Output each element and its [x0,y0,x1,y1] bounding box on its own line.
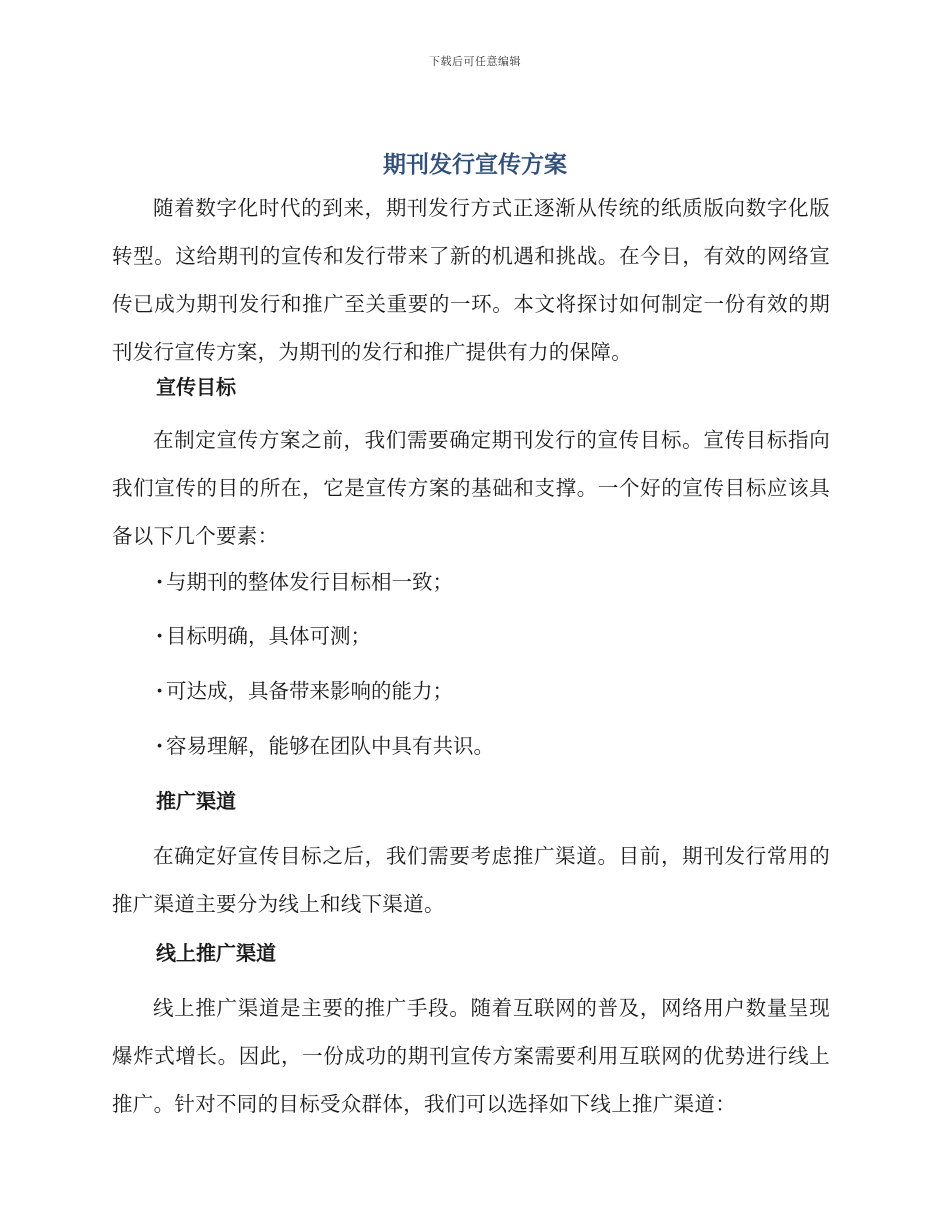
bullet-text: 目标明确，具体可测； [166,624,371,648]
channel-paragraph: 在确定好宣传目标之后，我们需要考虑推广渠道。目前，期刊发行常用的推广渠道主要分为线上和线下渠道。 [112,844,830,916]
channel-heading: 推广渠道 [156,789,236,813]
goal-paragraph: 在制定宣传方案之前，我们需要确定期刊发行的宣传目标。宣传目标指向我们宣传的目的所在，它是宣传方案的基础和支撑。一个好的宣传目标应该具备以下几个要素： [112,428,830,548]
bullet-text: 可达成，具备带来影响的能力； [166,679,453,703]
bullet-text: 容易理解，能够在团队中具有共识。 [166,734,494,758]
document-title: 期刊发行宣传方案 [383,152,567,178]
goal-bullet-3 [156,676,453,706]
goal-bullet-4 [156,731,494,761]
goal-heading: 宣传目标 [156,375,236,399]
goal-bullet-1 [156,567,453,597]
header-note: 下载后可任意编辑 [429,55,521,68]
online-channel-heading: 线上推广渠道 [156,941,276,965]
bullet-marker: · [156,624,164,648]
goal-bullet-2 [156,621,371,651]
bullet-marker: · [156,734,164,758]
bullet-marker: · [156,679,164,703]
bullet-text: 与期刊的整体发行目标相一致； [166,570,453,594]
online-channel-paragraph: 线上推广渠道是主要的推广手段。随着互联网的普及，网络用户数量呈现爆炸式增长。因此，一份成功的期刊宣传方案需要利用互联网的优势进行线上推广。针对不同的目标受众群体，我们可以选择如下线上推广渠道： [112,996,830,1116]
intro-paragraph: 随着数字化时代的到来，期刊发行方式正逐渐从传统的纸质版向数字化版转型。这给期刊的宣传和发行带来了新的机遇和挑战。在今日，有效的网络宣传已成为期刊发行和推广至关重要的一环。本文将探讨如何制定一份有效的期刊发行宣传方案，为期刊的发行和推广提供有力的保障。 [112,196,830,364]
bullet-marker: · [156,570,164,594]
